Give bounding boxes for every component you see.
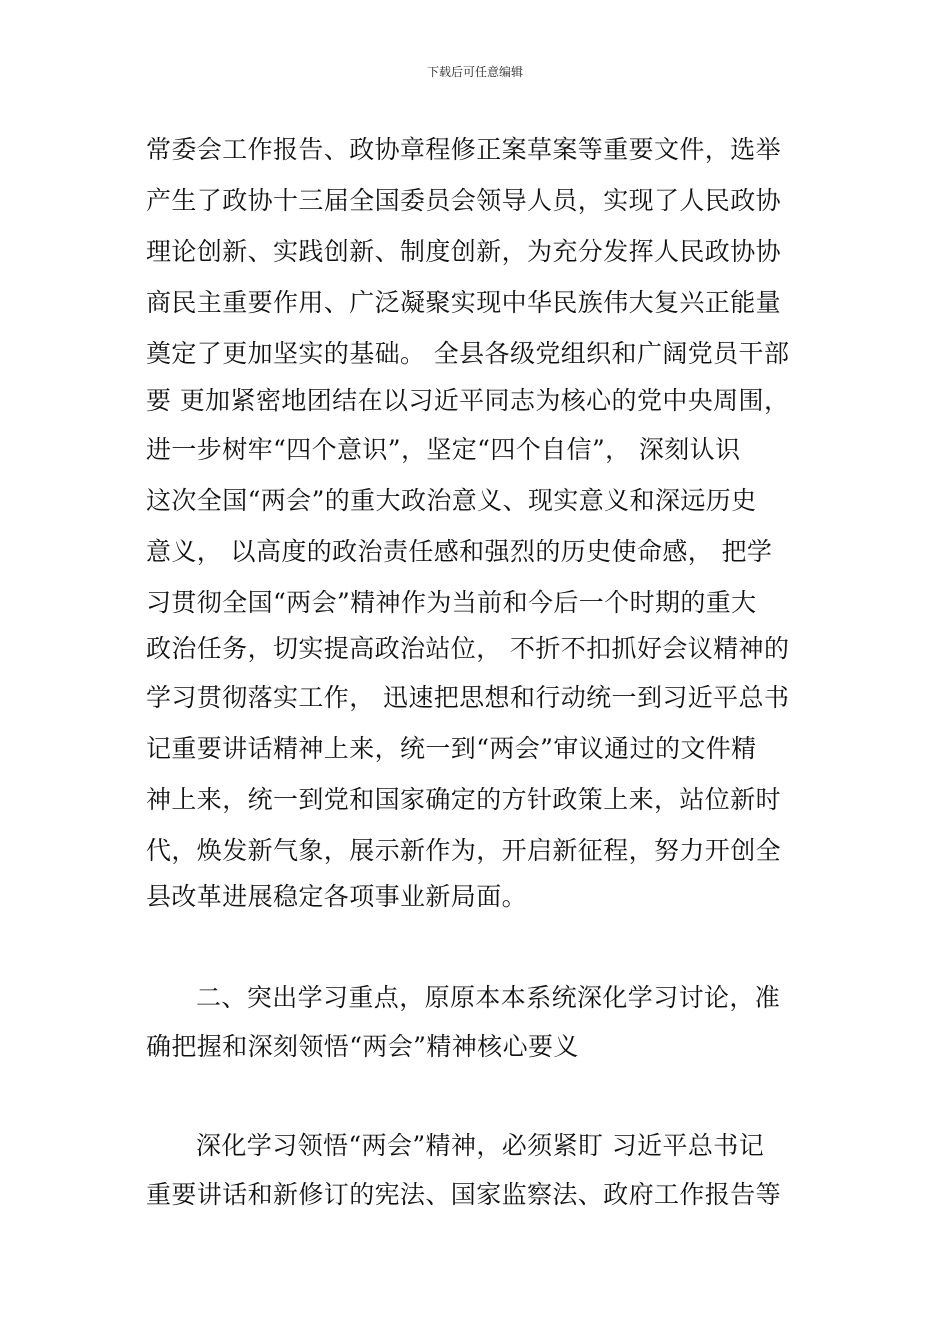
heading-line: 确把握和深刻领悟“两会”精神核心要义 bbox=[146, 1032, 579, 1061]
text-line: 代，焕发新气象，展示新作为，开启新征程，努力开创全 bbox=[146, 836, 782, 865]
text-line: 产生了政协十三届全国委员会领导人员，实现了人民政协 bbox=[146, 186, 782, 215]
text-line: 商民主重要作用、广泛凝聚实现中华民族伟大复兴正能量 bbox=[146, 288, 782, 317]
text-line: 意义， 以高度的政治责任感和强烈的历史使命感， 把学 bbox=[146, 537, 773, 566]
text-line: 常委会工作报告、政协章程修正案草案等重要文件，选举 bbox=[146, 135, 782, 164]
text-line: 县改革进展稳定各项事业新局面。 bbox=[146, 882, 528, 911]
text-line: 重要讲话和新修订的宪法、国家监察法、政府工作报告等 bbox=[146, 1180, 782, 1209]
text-line: 深化学习领悟“两会”精神，必须紧盯 习近平总书记 bbox=[196, 1131, 765, 1160]
text-line: 这次全国“两会”的重大政治意义、现实意义和深远历史 bbox=[146, 486, 757, 515]
text-line: 记重要讲话精神上来，统一到“两会”审议通过的文件精 bbox=[146, 734, 757, 763]
text-line: 学习贯彻落实工作， 迅速把思想和行动统一到习近平总书 bbox=[146, 683, 790, 712]
heading-line: 二、突出学习重点，原原本本系统深化学习讨论，准 bbox=[196, 983, 781, 1012]
text-line: 奠定了更加坚实的基础。 全县各级党组织和广阔党员干部 bbox=[146, 339, 790, 368]
text-line: 神上来，统一到党和国家确定的方针政策上来，站位新时 bbox=[146, 785, 782, 814]
text-line: 要 更加紧密地团结在以习近平同志为核心的党中央周围， bbox=[146, 386, 790, 415]
page-header: 下载后可任意编辑 bbox=[426, 65, 523, 79]
text-line: 习贯彻全国“两会”精神作为当前和今后一个时期的重大 bbox=[146, 588, 757, 617]
text-line: 理论创新、实践创新、制度创新，为充分发挥人民政协协 bbox=[146, 237, 782, 266]
text-line: 进一步树牢“四个意识”，坚定“四个自信”， 深刻认识 bbox=[146, 435, 741, 464]
text-line: 政治任务，切实提高政治站位， 不折不扣抓好会议精神的 bbox=[146, 634, 790, 663]
